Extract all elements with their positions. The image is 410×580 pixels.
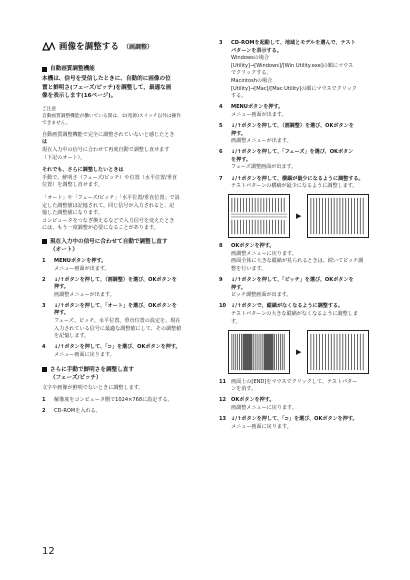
title-sub: （画調整） <box>123 43 154 51</box>
pitch-figure <box>228 330 385 374</box>
right-column <box>219 40 385 435</box>
step-item: 3 CD-ROMを起動して、地域とモデルを選んで、テスト パターンを表示する。 Windowsの場合 [Utility]→[Windows]/[Win Utility.exe]の順にマウス でクリックする。 Macintoshの場合 [Utility]→[Mac]/[Mac Utility]の順にマウスでクリック する。 <box>219 40 357 100</box>
step-item: 7 ↓/↑ボタンを押して、横縞が最少になるように調整する。 テストパターンの横縞が最少になるように調整します。 <box>219 175 364 190</box>
step-item: 1 MENUボタンを押す。 メニュー画面が出ます。 <box>42 257 110 272</box>
pitch-after-pattern <box>307 330 369 374</box>
paragraph-readjust: 自動画質調整機能で完全に調整されていないと感じたとき は 現在入力中の信号に合わせて再度自動で調整し直せます （下記のオート）。 <box>42 131 175 161</box>
bullet-square-icon <box>42 367 47 372</box>
step-item: 4 ↓/↑ボタンを押して、「⊃」を選び、OKボタンを押す。 メニュー画面に戻ります。 <box>42 344 181 358</box>
note-label: ご注意 <box>42 106 57 112</box>
step-item: 9 ↓/↑ボタンを押して、「ピッチ」を選び、OKボタンを 押す。 ピッチ調整画面が出ます。 <box>219 277 354 299</box>
step-item: 2 ↓/↑ボタンを押して、（画調整）を選び、OKボタンを 押す。 画調整メニューが出ます。 <box>42 276 177 298</box>
step-item: 2 CD-ROMを入れる。 <box>42 408 101 415</box>
step-item: 3 ↓/↑ボタンを押して、「オート」を選び、OKボタンを 押す。 フェーズ、ピッチ、水平位置、垂直位置の設定を、現在 入力されている信号に最適な調整値にして、その調整値 を記憶します。 <box>42 302 182 340</box>
page-number: 12 <box>42 546 55 557</box>
title-main: 画像を調整する <box>59 41 120 51</box>
heading-text: 自動画質調整機能 <box>50 66 95 72</box>
phase-figure <box>228 194 385 238</box>
phase-after-pattern <box>307 194 369 238</box>
paragraph-memory: 「オート」や「フェーズ/ピッチ」「水平位置/垂直位置」で設 定した調整値は記憶されて、同じ信号が入力されると、記 憶した調整値になります。 コンピュータをつなぎ換えるなどで入力信号を変えたとき には、もう一度調整が必要になることがあります。 <box>42 194 180 232</box>
arrow-right-icon: ▶ <box>296 347 302 356</box>
picture-adjust-icon <box>42 42 55 51</box>
step-item: 4 MENUボタンを押す。 メニュー画面が出ます。 <box>219 104 287 118</box>
step-item: 1 解像度をコンピュータ側で1024×768に設定する。 <box>42 397 173 404</box>
step-item: 12 OKボタンを押す。 画調整メニューに戻ります。 <box>219 397 297 411</box>
arrow-right-icon: ▶ <box>296 212 302 221</box>
section-title <box>42 40 212 52</box>
step-item: 10 ↓/↑ボタンで、縦縞がなくなるように調整する。 テストパターンの大きな縦縞がなくなるように調整しま す。 <box>219 303 358 325</box>
step-item: 6 ↓/↑ボタンを押して、「フェーズ」を選び、OKボタン を押す。 フェーズ調整画面が出ます。 <box>219 149 354 171</box>
pitch-before-pattern <box>228 330 290 374</box>
bullet-square-icon <box>42 67 47 72</box>
heading-auto-readjust: 現在入力中の信号に合わせて自動で調整し直す （オート） <box>42 238 212 254</box>
paragraph-manual: それでも、さらに調整したいときは 手動で、鮮明さ（フェーズ/ピッチ）や位置（水平位置/垂直 位置）を調整し直せます。 <box>42 167 178 189</box>
bullet-square-icon <box>42 239 47 244</box>
steps-auto <box>42 258 212 360</box>
step-item: 8 OKボタンを押す。 画調整メニューに戻ります。 画面全体に大きな縦縞が見られるときは、続いてピッチ調 整を行います。 <box>219 243 364 272</box>
step-item: 11 画面上の[END]をマウスでクリックして、テストパター ンを消す。 <box>219 378 358 393</box>
manual-intro: 文字や画像が鮮明でないときに調整します。 <box>42 384 144 391</box>
heading-auto <box>42 65 212 73</box>
note-paragraph: ご注意 自動画質調整機能が働いている間は、①(電源)スイッチ以外は操作 できません。 <box>42 106 212 127</box>
heading-manual-adjust: さらに手動で鮮明さを調整し直す （フェーズ/ピッチ） <box>42 366 212 382</box>
phase-before-pattern <box>228 194 290 238</box>
left-column <box>42 40 212 419</box>
intro-paragraph: 本機は、信号を受信したときに、自動的に画像の位 置と鮮明さ(フェーズ/ピッチ)を調整して、最適な画 像を表示します(16ページ)。 <box>42 76 172 100</box>
step-item: 5 ↓/↑ボタンを押して、（画調整）を選び、OKボタンを 押す。 画調整メニューが出ます。 <box>219 122 354 145</box>
step-item: 13 ↓/↑ボタンを押して、「⊃」を選び、OKボタンを押す。 メニュー画面に戻ります。 <box>219 416 358 430</box>
